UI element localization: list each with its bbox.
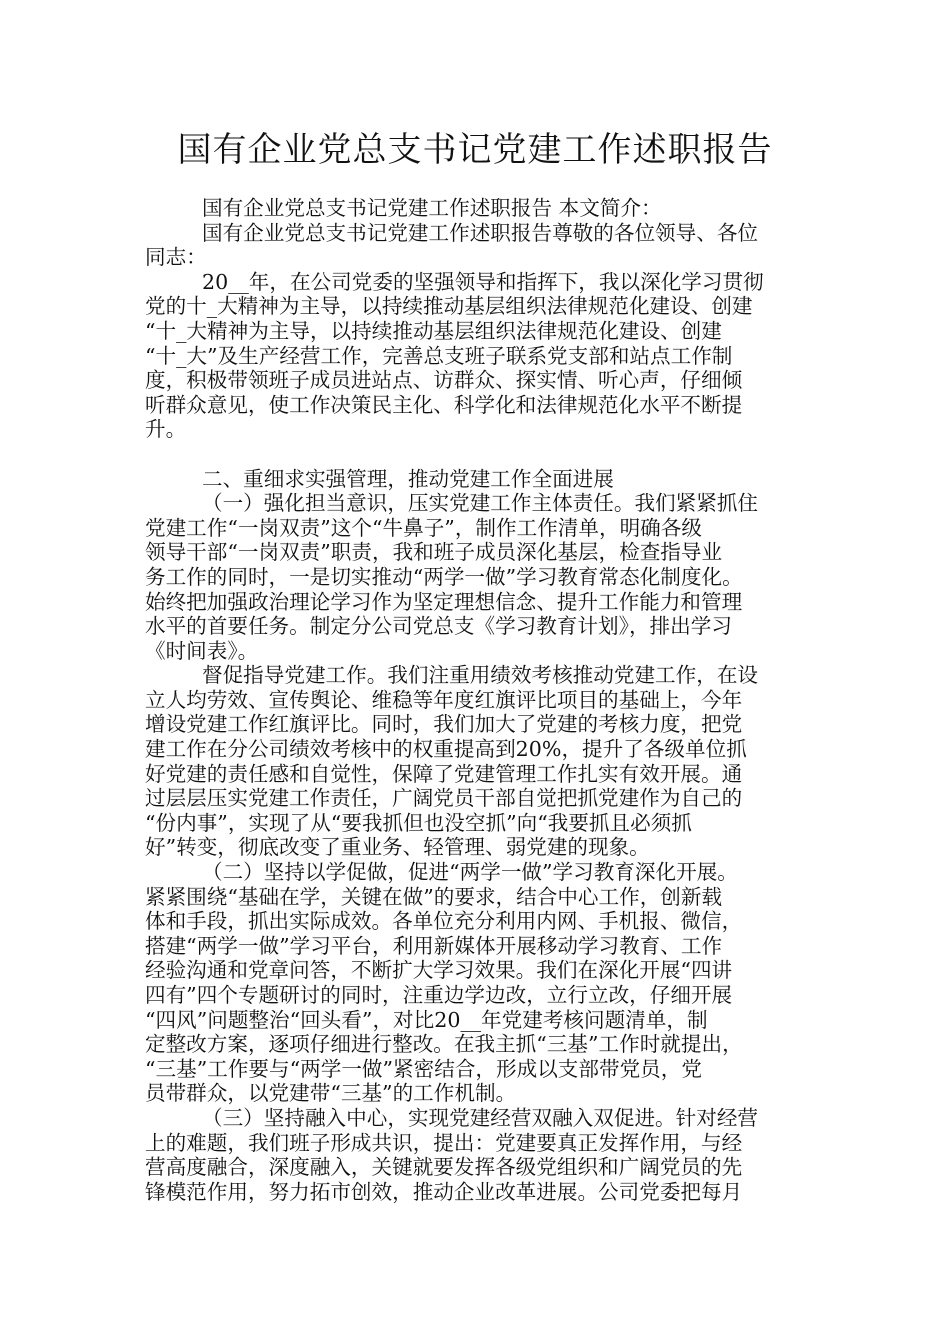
paragraph-gap — [145, 442, 805, 467]
text-line: “十_大精神为主导，以持续推动基层组织法律规范化建设、创建 — [145, 318, 722, 343]
text-line: 始终把加强政治理论学习作为坚定理想信念、提升工作能力和管理 — [145, 589, 743, 614]
text-line: 水平的首要任务。制定分公司党总支《学习教育计划》，排出学习 — [145, 614, 732, 639]
text-line: 建工作在分公司绩效考核中的权重提高到20%，提升了各级单位抓 — [145, 737, 747, 762]
text-line: （一）强化担当意识，压实党建工作主体责任。我们紧紧抓住 — [202, 491, 759, 516]
document-body — [145, 196, 805, 1204]
text-line: （三）坚持融入中心，实现党建经营双融入双促进。针对经营 — [202, 1105, 759, 1130]
text-line: “份内事”，实现了从“要我抓但也没空抓”向“我要抓且必须抓 — [145, 810, 692, 835]
text-line: 上的难题，我们班子形成共识，提出：党建要真正发挥作用，与经 — [145, 1130, 743, 1155]
text-line: 听群众意见，使工作决策民主化、科学化和法律规范化水平不断提 — [145, 392, 743, 417]
text-line: 过层层压实党建工作责任，广阔党员干部自觉把抓党建作为自己的 — [145, 786, 743, 811]
text-line: “三基”工作要与“两学一做”紧密结合，形成以支部带党员，党 — [145, 1056, 702, 1081]
text-line: 增设党建工作红旗评比。同时，我们加大了党建的考核力度，把党 — [145, 712, 743, 737]
text-line: 升。 — [145, 417, 187, 442]
text-line: 经验沟通和党章问答，不断扩大学习效果。我们在深化开展“四讲 — [145, 958, 733, 983]
text-line: 锋模范作用，努力拓市创效，推动企业改革进展。公司党委把每月 — [145, 1179, 743, 1204]
text-line: 员带群众，以党建带“三基”的工作机制。 — [145, 1081, 517, 1106]
text-line: 二、重细求实强管理，推动党建工作全面进展 — [202, 466, 614, 491]
text-line: 好党建的责任感和自觉性，保障了党建管理工作扎实有效开展。通 — [145, 761, 743, 786]
text-line: 搭建“两学一做”学习平台，利用新媒体开展移动学习教育、工作 — [145, 933, 723, 958]
text-line: 《时间表》。 — [145, 638, 259, 663]
text-line: 务工作的同时，一是切实推动“两学一做”学习教育常态化制度化。 — [145, 564, 743, 589]
text-line: 度，积极带领班子成员进站点、访群众、探实情、听心声，仔细倾 — [145, 368, 743, 393]
text-line: 同志： — [145, 245, 207, 270]
text-line: “十_大”及生产经营工作，完善总支班子联系党支部和站点工作制 — [145, 343, 733, 368]
text-line: 好”转变，彻底改变了重业务、轻管理、弱党建的现象。 — [145, 835, 650, 860]
text-line: 立人均劳效、宣传舆论、维稳等年度红旗评比项目的基础上，今年 — [145, 687, 743, 712]
text-line: 20__年，在公司党委的坚强领导和指挥下，我以深化学习贯彻 — [202, 269, 764, 294]
document-title: 国有企业党总支书记党建工作述职报告 — [177, 130, 773, 170]
text-line: 领导干部“一岗双责”职责，我和班子成员深化基层，检查指导业 — [145, 540, 723, 565]
text-line: 紧紧围绕“基础在学，关键在做”的要求，结合中心工作，创新载 — [145, 884, 723, 909]
text-line: 国有企业党总支书记党建工作述职报告 本文简介： — [202, 196, 662, 220]
text-line: 体和手段，抓出实际成效。各单位充分利用内网、手机报、微信， — [145, 909, 743, 934]
text-line: 营高度融合，深度融入，关键就要发挥各级党组织和广阔党员的先 — [145, 1155, 743, 1180]
text-line: “四风”问题整治“回头看”，对比20__年党建考核问题清单，制 — [145, 1007, 708, 1032]
text-line: 四有”四个专题研讨的同时，注重边学边改，立行立改，仔细开展 — [145, 983, 733, 1007]
text-line: 督促指导党建工作。我们注重用绩效考核推动党建工作，在设 — [202, 663, 759, 688]
text-line: 党建工作“一岗双责”这个“牛鼻子”，制作工作清单，明确各级 — [145, 515, 702, 540]
text-line: 国有企业党总支书记党建工作述职报告尊敬的各位领导、各位 — [202, 220, 759, 245]
text-line: 定整改方案，逐项仔细进行整改。在我主抓“三基”工作时就提出， — [145, 1032, 743, 1057]
text-line: 党的十_大精神为主导，以持续推动基层组织法律规范化建设、创建 — [145, 294, 753, 319]
text-line: （二）坚持以学促做，促进“两学一做”学习教育深化开展。 — [202, 860, 738, 885]
